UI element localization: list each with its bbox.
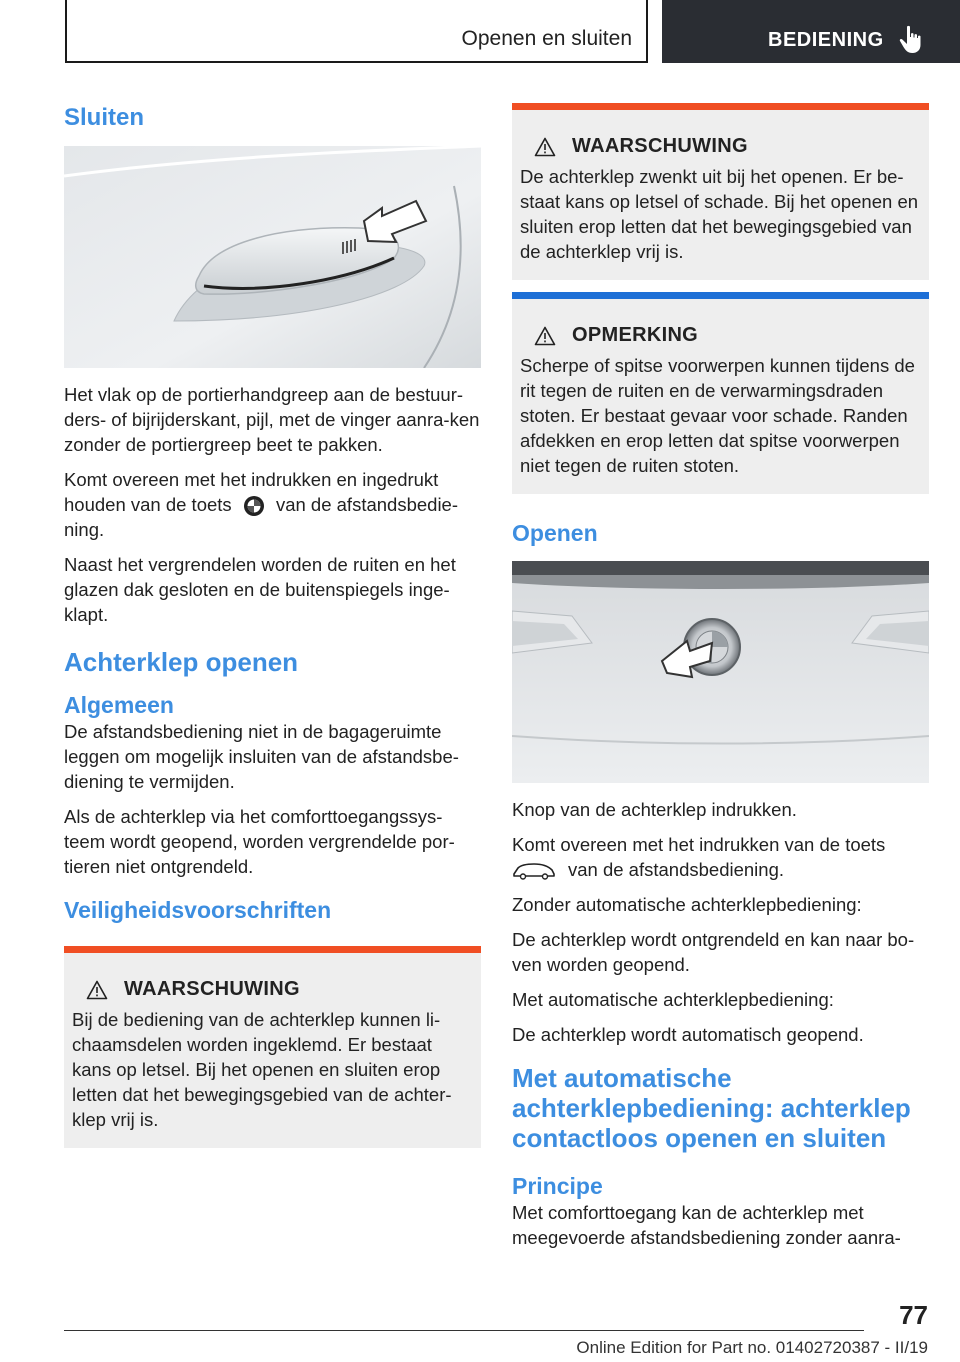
paragraph: Het vlak op de portierhandgreep aan de bestuur-ders- of bijrijderskant, pijl, met de vinger aanra-ken zonder de portiergreep beet te pakken. [64,384,480,455]
header-section-title: Openen en sluiten [461,27,632,50]
warning-triangle-icon [534,326,556,346]
warning-title: WAARSCHUWING [572,135,748,157]
paragraph: Naast het vergrendelen worden de ruiten en het glazen dak gesloten en de buitenspiegels inge-klapt. [64,554,456,626]
paragraph: De achterklep wordt ontgrendeld en kan naar bo-ven worden geopend. [512,929,915,975]
heading-achterklep-openen: Achterklep openen [64,647,299,678]
heading-openen: Openen [512,520,598,546]
paragraph: Als de achterklep via het comforttoegangssys-teem wordt geopend, worden vergrendelde por-tieren niet ontgrendeld. [64,806,455,878]
paragraph: Met automatische achterklepbediening: [512,989,834,1010]
car-tailgate-icon [512,862,556,880]
paragraph: De afstandsbediening niet in de bagageruimte leggen om mogelijk insluiten van de afstandsbe-diening te vermijden. [64,721,459,793]
paragraph: Met comforttoegang kan de achterklep met meegevoerde afstandsbediening zonder aanra- [512,1202,901,1248]
paragraph [64,467,481,542]
note-title: OPMERKING [572,324,699,346]
header-chapter-tab [662,0,960,63]
note-callout [512,292,929,494]
note-text: Scherpe of spitse voorwerpen kunnen tijdens de rit tegen de ruiten en de verwarmingsdraden stoten. Er bestaat gevaar voor schade. Randen afdekken en erop letten dat spitse voorwerpen niet tegen de ruiten stoten. [520,355,915,476]
warning-triangle-icon [534,137,556,157]
heading-contactloos: Met automatische achterklepbediening: achterklep contactloos openen en sluiten [512,1063,911,1153]
left-column [64,100,481,1148]
warning-title-row [520,110,921,164]
header-section-box [65,0,648,63]
page-number: 77 [899,1300,928,1330]
note-bar [512,292,929,299]
paragraph: Zonder automatische achterklepbediening: [512,894,862,915]
hand-pointer-icon [898,25,924,55]
heading-principe: Principe [512,1173,603,1199]
footer-rule [64,1330,864,1331]
note-title-row [520,299,921,353]
paragraph-part: van de afstandsbediening. [568,859,785,880]
warning-triangle-icon [86,980,108,1000]
section-title-sluiten: Sluiten [64,104,145,131]
heading-veiligheidsvoorschriften: Veiligheidsvoorschriften [64,897,332,924]
paragraph: Knop van de achterklep indrukken. [512,799,797,820]
paragraph-part: Komt overeen met het indrukken en ingedrukt houden van de toets [64,469,439,515]
warning-title-row [72,953,473,1007]
paragraph-part: Komt overeen met het indrukken van de toets [512,834,886,855]
door-handle-illustration [64,146,481,368]
header-chapter-label: BEDIENING [768,29,884,51]
right-column [512,103,929,1260]
bmw-logo-icon [243,495,265,517]
warning-callout [512,103,929,280]
warning-callout [64,946,481,1148]
heading-algemeen: Algemeen [64,692,174,719]
warning-text: Bij de bediening van de achterklep kunnen li-chaamsdelen worden ingeklemd. Er bestaat kans op letsel. Bij het openen en sluiten erop letten dat het bewegingsgebied van de achter-klep vrij is. [72,1009,452,1131]
tailgate-button-illustration [512,561,929,783]
warning-title: WAARSCHUWING [124,978,300,1001]
paragraph-part: van de afstandsbedie-ning. [64,494,458,541]
warning-bar [512,103,929,110]
paragraph: De achterklep wordt automatisch geopend. [512,1024,864,1045]
warning-bar [64,946,481,953]
footer-edition: Online Edition for Part no. 01402720387 - II/19 [576,1338,928,1357]
paragraph [512,832,929,882]
warning-text: De achterklep zwenkt uit bij het openen. Er be-staat kans op letsel of schade. Bij het openen en sluiten erop letten dat het bewegingsgebied van de achterklep vrij is. [520,166,919,262]
